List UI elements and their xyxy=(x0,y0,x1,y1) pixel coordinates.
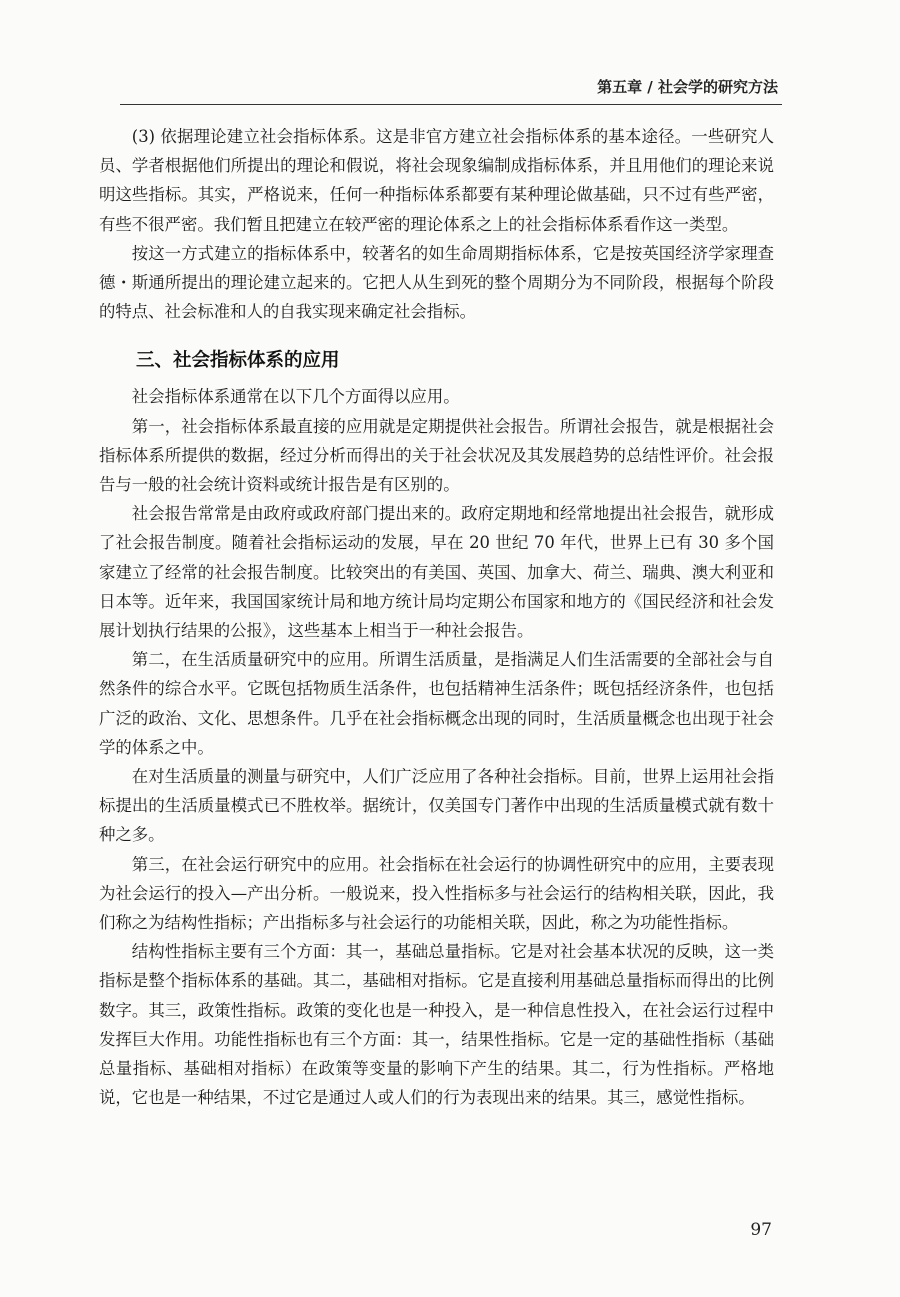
paragraph: 按这一方式建立的指标体系中，较著名的如生命周期指标体系，它是按英国经济学家理查德・斯通所提出的理论建立起来的。它把人从生到死的整个周期分为不同阶段，根据每个阶段的特点、社会标准和人的自我实现来确定社会指标。 xyxy=(99,243,774,322)
paragraph: 在对生活质量的测量与研究中，人们广泛应用了各种社会指标。目前，世界上运用社会指标提出的生活质量模式已不胜枚举。据统计，仅美国专门著作中出现的生活质量模式就有数十种之多。 xyxy=(99,767,774,845)
page-number: 97 xyxy=(750,1220,772,1240)
paragraph: 社会报告常常是由政府或政府部门提出来的。政府定期地和经常地提出社会报告，就形成了社会报告制度。随着社会指标运动的发展，早在 20 世纪 70 年代，世界上已有 30 多个国家建立了经常的社会报告制度。比较突出的有美国、英国、加拿大、荷兰、瑞典、澳大利亚和日本等。近年来，我国国家统计局和地方统计局均定期公布国家和地方的《国民经济和社会发展计划执行结果的公报》，这些基本上相当于一种社会报告。 xyxy=(99,504,774,641)
paragraph: 第二，在生活质量研究中的应用。所谓生活质量，是指满足人们生活需要的全部社会与自然条件的综合水平。它既包括物质生活条件，也包括精神生活条件；既包括经济条件，也包括广泛的政治、文化、思想条件。几乎在社会指标概念出现的同时，生活质量概念也出现于社会学的体系之中。 xyxy=(99,650,774,757)
running-header: 第五章 / 社会学的研究方法 xyxy=(597,78,778,96)
paragraph: 第一，社会指标体系最直接的应用就是定期提供社会报告。所谓社会报告，就是根据社会指标体系所提供的数据，经过分析而得出的关于社会状况及其发展趋势的总结性评价。社会报告与一般的社会统计资料或统计报告是有区别的。 xyxy=(99,416,774,495)
header-rule xyxy=(120,104,782,105)
paragraph: 社会指标体系通常在以下几个方面得以应用。 xyxy=(131,387,460,407)
paragraph: (3) 依据理论建立社会指标体系。这是非官方建立社会指标体系的基本途径。一些研究人员、学者根据他们所提出的理论和假说，将社会现象编制成指标体系，并且用他们的理论来说明这些指标。其实，严格说来，任何一种指标体系都要有某种理论做基础，只不过有些严密，有些不很严密。我们暂且把建立在较严密的理论体系之上的社会指标体系看作这一类型。 xyxy=(99,127,774,234)
paragraph: 第三，在社会运行研究中的应用。社会指标在社会运行的协调性研究中的应用，主要表现为社会运行的投入—产出分析。一般说来，投入性指标多与社会运行的结构相关联，因此，我们称之为结构性指标；产出指标多与社会运行的功能相关联，因此，称之为功能性指标。 xyxy=(99,854,774,933)
paragraph: 结构性指标主要有三个方面：其一，基础总量指标。它是对社会基本状况的反映，这一类指标是整个指标体系的基础。其二，基础相对指标。它是直接利用基础总量指标而得出的比例数字。其三，政策性指标。政策的变化也是一种投入，是一种信息性投入，在社会运行过程中发挥巨大作用。功能性指标也有三个方面：其一，结果性指标。它是一定的基础性指标（基础总量指标、基础相对指标）在政策等变量的影响下产生的结果。其二，行为性指标。严格地说，它也是一种结果，不过它是通过人或人们的行为表现出来的结果。其三，感觉性指标。 xyxy=(99,942,774,1108)
body-text xyxy=(99,122,774,1113)
section-heading: 三、社会指标体系的应用 xyxy=(136,350,340,372)
